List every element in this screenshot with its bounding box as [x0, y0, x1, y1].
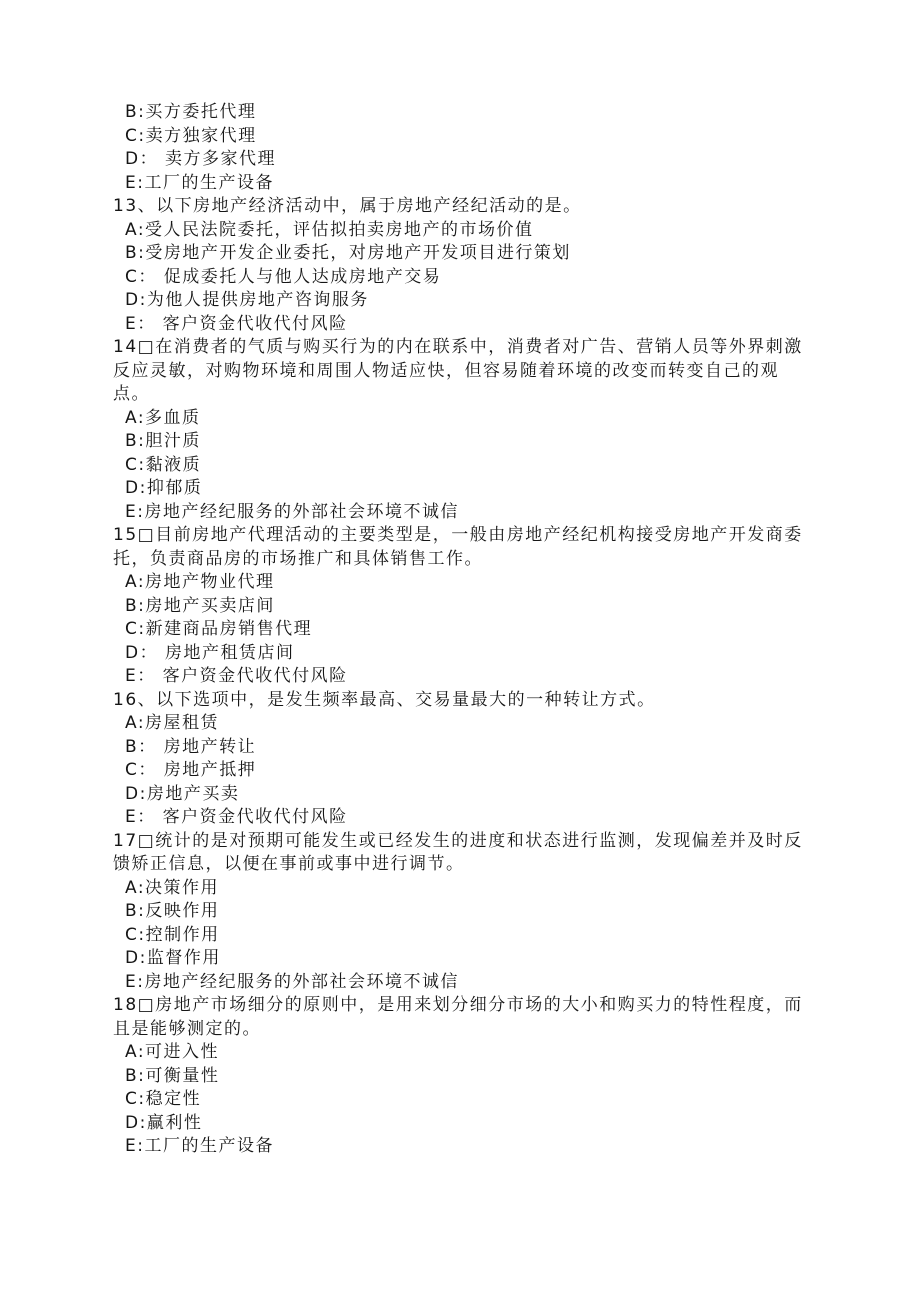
option-line: A:房屋租赁: [125, 713, 220, 733]
option-line: C： 促成委托人与他人达成房地产交易: [125, 266, 442, 287]
question-stem: [113, 994, 808, 1041]
question-block-18: [113, 994, 808, 1159]
option-line: B:买方委托代理: [125, 102, 257, 122]
question-number: 16、: [113, 689, 157, 710]
option-line: B:胆汁质: [125, 431, 201, 451]
question-block-17: [113, 830, 808, 995]
option-line: C： 房地产抵押: [125, 760, 257, 780]
option-line: A:房地产物业代理: [125, 572, 275, 592]
question-text: 在消费者的气质与购买行为的内在联系中，消费者对广告、营销人员等外界刺激反应灵敏，对购物环境和周围人物适应快，但容易随着环境的改变而转变自己的观点。: [113, 337, 803, 404]
option-line: B:可衡量性: [125, 1065, 220, 1086]
option-line: C:卖方独家代理: [125, 125, 257, 146]
question-stem: [113, 336, 808, 407]
option-line: E:工厂的生产设备: [125, 1136, 274, 1156]
question-number: 17□: [113, 830, 156, 851]
option-line: E:工厂的生产设备: [125, 172, 274, 193]
option-line: B:反映作用: [125, 901, 220, 921]
question-text: 统计的是对预期可能发生或已经发生的进度和状态进行监测，发现偏差并及时反馈矫正信息，以便在事前或事中进行调节。: [113, 830, 803, 874]
option-line: D:赢利性: [125, 1112, 203, 1133]
question-block-15: [113, 524, 808, 689]
question-text: 以下选项中，是发生频率最高、交易量最大的一种转让方式。: [156, 689, 656, 710]
option-line: D： 房地产租赁店间: [125, 642, 295, 663]
question-number: 14□: [113, 337, 156, 357]
question-stem: [113, 524, 808, 571]
question-text: 以下房地产经济活动中，属于房地产经纪活动的是。: [156, 196, 582, 216]
option-line: E： 客户资金代收代付风险: [125, 313, 348, 334]
question-block-13: [113, 195, 808, 336]
question-stem: [113, 689, 808, 713]
option-line: E： 客户资金代收代付风险: [125, 666, 348, 686]
question-number: 15□: [113, 525, 156, 545]
option-line: E： 客户资金代收代付风险: [125, 807, 348, 827]
option-line: D:房地产买卖: [125, 783, 240, 804]
question-text: 目前房地产代理活动的主要类型是，一般由房地产经纪机构接受房地产开发商委托，负责商品房的市场推广和具体销售工作。: [113, 525, 803, 569]
question-number: 13、: [113, 196, 157, 216]
option-line: B:受房地产开发企业委托，对房地产开发项目进行策划: [125, 243, 571, 263]
question-block-16: [113, 689, 808, 830]
option-line: A:可进入性: [125, 1042, 220, 1062]
option-line: E:房地产经纪服务的外部社会环境不诚信: [125, 501, 459, 522]
option-line: B:房地产买卖店间: [125, 595, 275, 616]
option-line: C:新建商品房销售代理: [125, 619, 313, 639]
option-line: D:抑郁质: [125, 478, 203, 498]
option-line: D： 卖方多家代理: [125, 149, 276, 169]
question-stem: [113, 830, 808, 877]
option-line: D:监督作用: [125, 948, 221, 968]
option-line: A:决策作用: [125, 877, 220, 898]
option-line: E:房地产经纪服务的外部社会环境不诚信: [125, 971, 459, 992]
option-line: B： 房地产转让: [125, 736, 257, 757]
option-line: A:多血质: [125, 407, 201, 428]
leading-options-block: [113, 101, 808, 195]
option-line: C:稳定性: [125, 1089, 202, 1109]
question-block-14: [113, 336, 808, 524]
question-number: 18□: [113, 995, 156, 1015]
question-text: 房地产市场细分的原则中，是用来划分细分市场的大小和购买力的特性程度，而且是能够测定的。: [113, 995, 803, 1039]
question-stem: [113, 195, 808, 219]
option-line: C:黏液质: [125, 454, 202, 475]
option-line: D:为他人提供房地产咨询服务: [125, 290, 369, 310]
option-line: C:控制作用: [125, 924, 220, 945]
option-line: A:受人民法院委托，评估拟拍卖房地产的市场价值: [125, 219, 534, 240]
